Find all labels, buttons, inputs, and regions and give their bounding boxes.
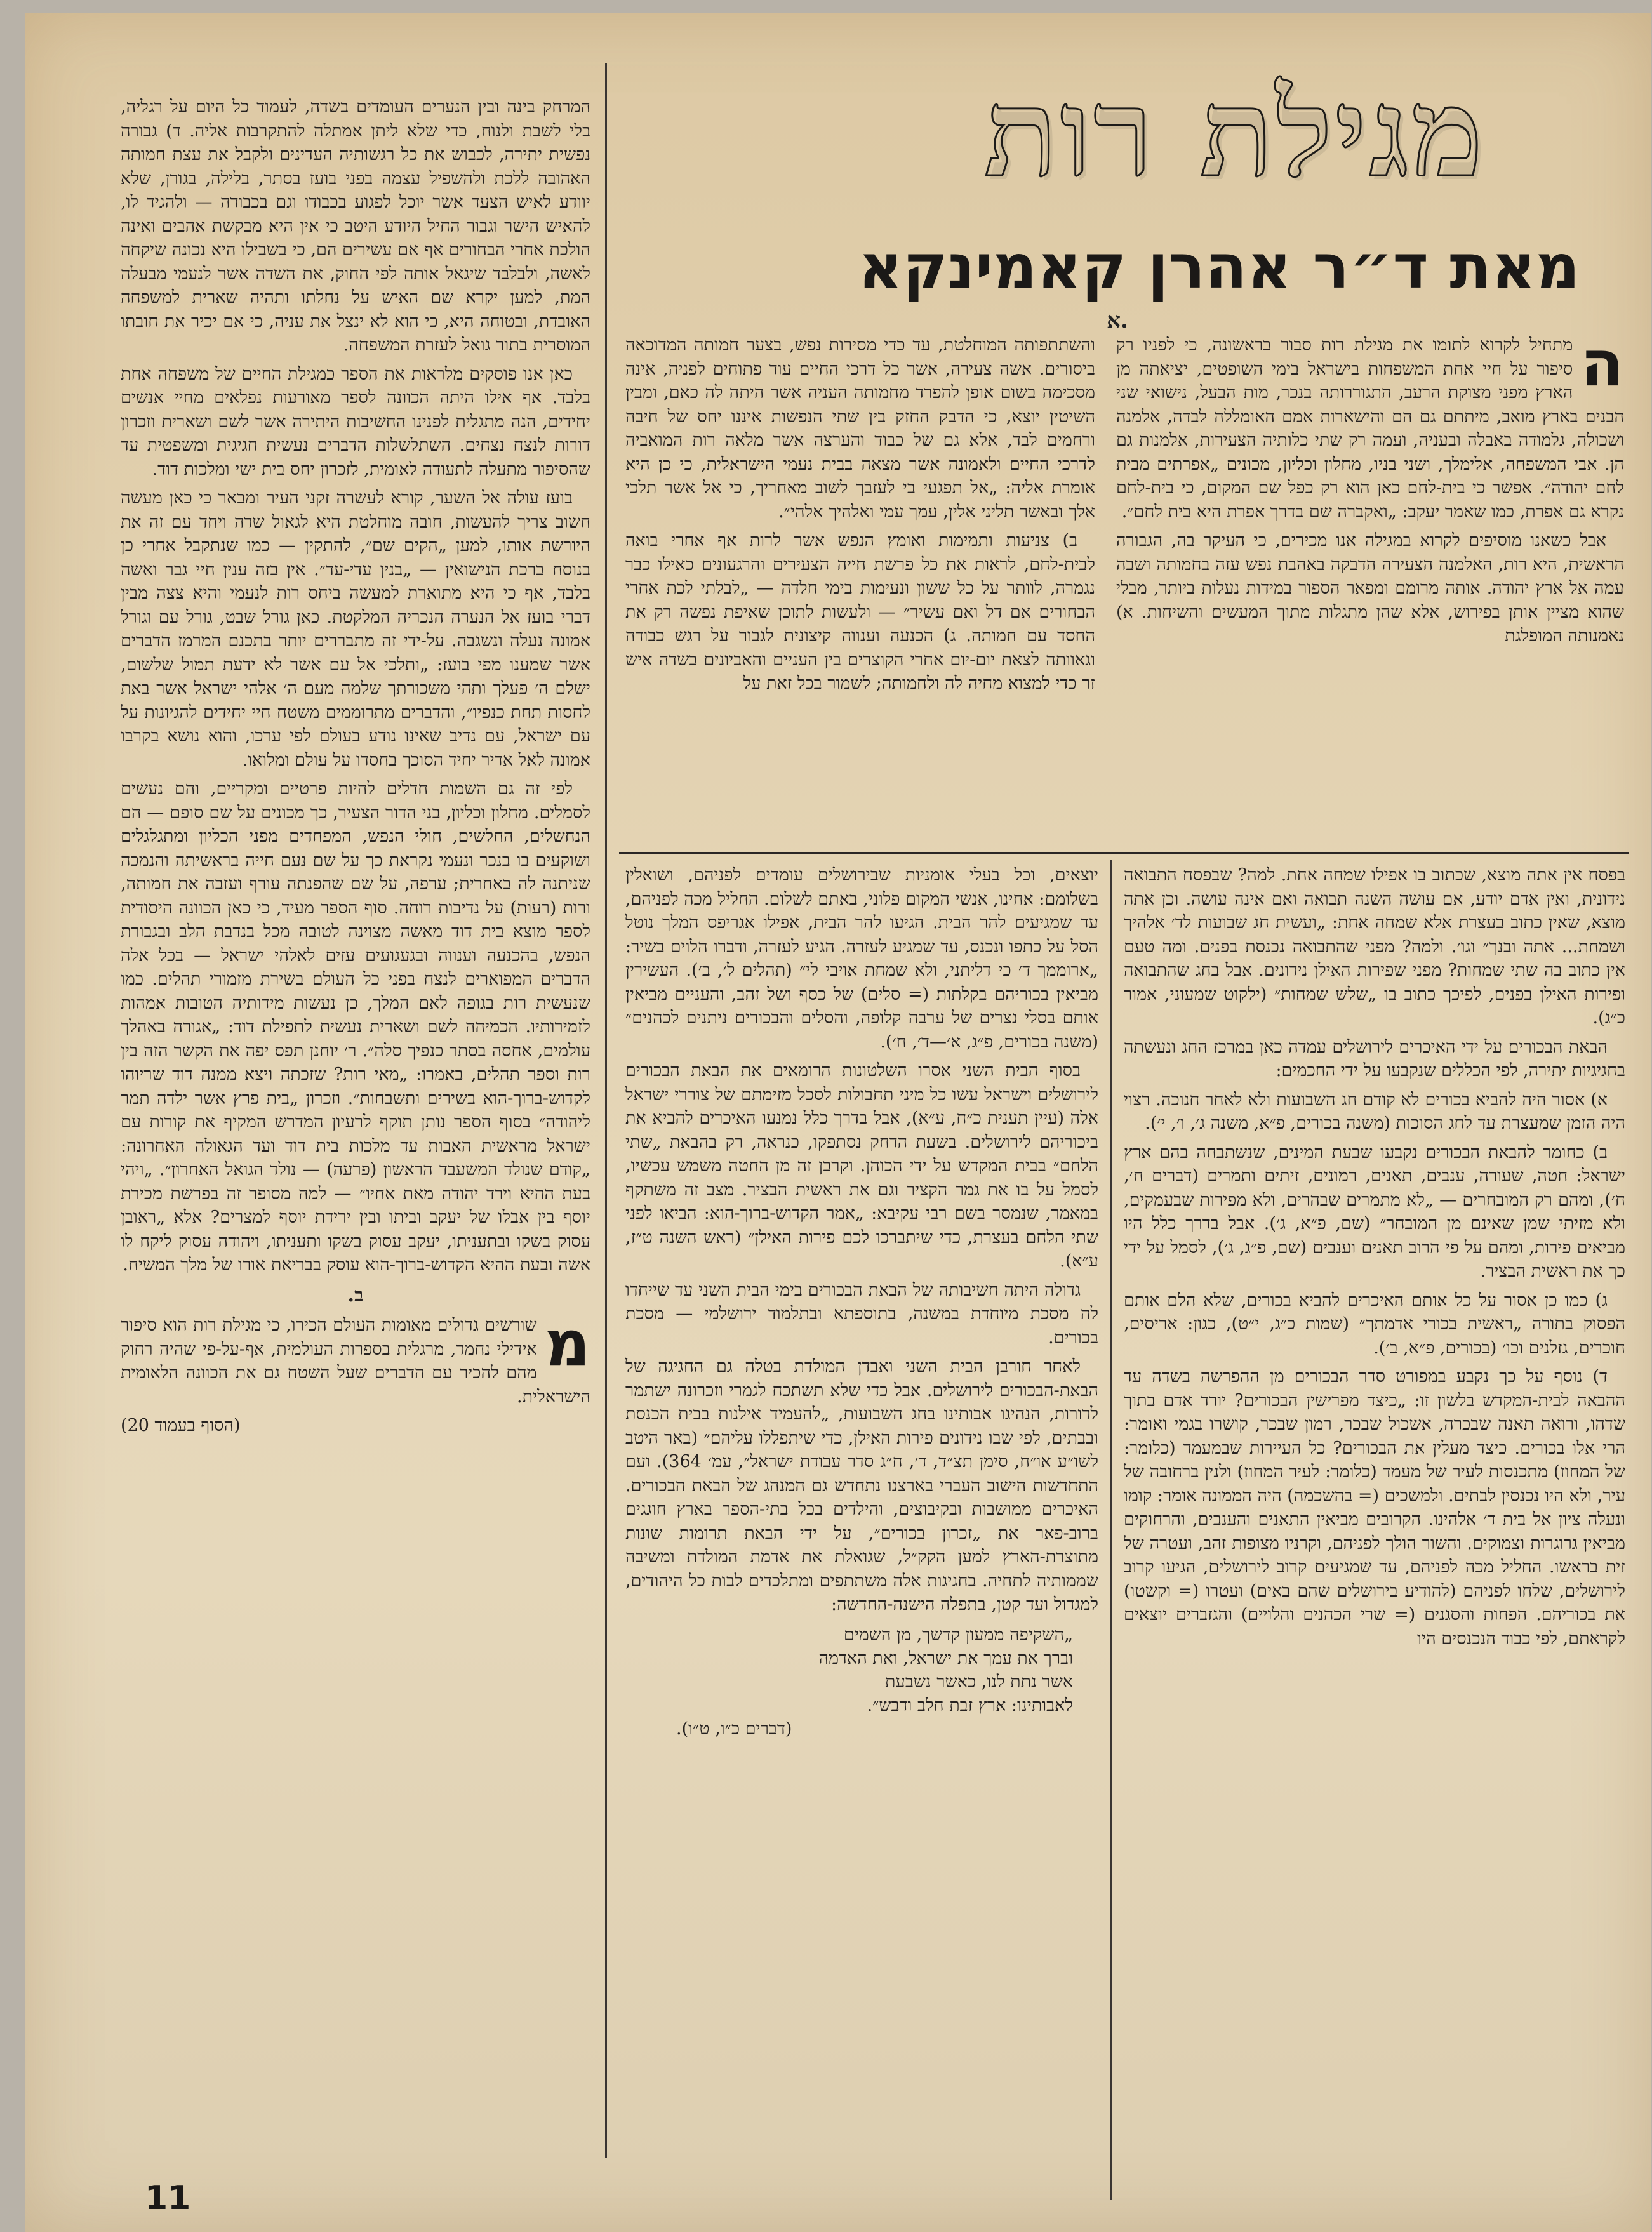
column-top-right (1116, 333, 1624, 841)
paragraph: ד) נוסף על כך נקבע במפורט סדר הבכורים מן ההפרשה בשדה עד ההבאה לבית-המקדש בלשון זו: „כיצד מפרישין הבכורים? יורד אדם בתוך שדהו, ורואה תאנה שבכרה, אשכול שבכר, רמון שבכר, קושרו בגמי ואומר: הרי אלו בכורים. כיצד מעלין את הבכורים? כל העיירות שבמעמד (כלומר: של המחוז) מתכנסות לעיר של מעמד (כלומר: לעיר המחוז) ולנין ברחובה של עיר, ולא היו נכנסין לבתים. ולמשכים (= בהשכמה) היה הממונה אומר: קומו ונעלה ציון אל בית ד׳ אלהינו. הקרובים מביאין התאנים והענבים, והרחוקים מביאין גרוגרות וצמוקים. והשור הולך לפניהם, וקרניו מצופות זהב, ועטרה של זית בראשו. החליל מכה לפניהם, עד שמגיעים קרוב לירושלים, הגיעו קרוב לירושלים, שלחו לפניהם (להודיע בירושלים שהם באים) ועטרו (= וקשטו) את בכוריהם. הפחות והסגנים (= שרי הכהנים והלויים) והגזברים יוצאים לקראתם, לפי כבוד הנכנסים היו (1124, 1367, 1625, 1649)
paragraph: גדולה היתה חשיבותה של הבאת הבכורים בימי הבית השני עד שייחדו לה מסכת מיוחדת במשנה, בתוספתא ובתלמוד ירושלמי — מסכת בכורים. (625, 1280, 1098, 1348)
section-a-marker: א. (1107, 308, 1128, 333)
paragraph: לפי זה גם השמות חדלים להיות פרטיים ומקריים, והם נעשים לסמלים. מחלון וכליון, בני הדור הצעיר, כך מכונים על שם סופם — הם הנחשלים, החלשים, חולי הנפש, המפחדים מפני הכליון ומתגלגלים ושוקעים בו בנכר ונעמי נקראת כך על שם נעם חייה בראשיתה והנמכה שניתנה לה באחרית; ערפה, על שם שהפנתה עורף ועזבה את חמותה, ורות (רעות) על נדיבות רוחה. סוף הספר מעיד, כי כאן הכוונה היסודית לספר מוצא בית דוד מאשה מצוינה לטובה מכל בנדבת הלב ובגבורת הנפש, בהכנעה וענווה ובגעגועים עזים לאלהי ישראל — בכל אלה הדברים המפוארים לנצח בפני כל העולם בשירת מזמורי תהלים. כמו שנעשית רות בגופה לאם המלך, כן נעשות מידותיה הטובות אמהות לזמירותיו. הכמיהה לשם ושארית נעשית לתפילת דוד: „אגורה באהלך עולמים, אחסה בסתר כנפיך סלה״. ר׳ יוחנן תפס יפה את הקשר הזה בין רות וספר תהלים, באמרו: „מאי רות? שזכתה ויצא ממנה דוד שריוהו לקדוש-ברוך-הוא בשירים ותשבחות״. וזכרון „בית פרץ אשר ילדה תמר ליהודה״ בסוף הספר נותן תוקף לרעיון המדרש המקיף את קורות עם ישראל מראשית האבות עד מלכות בית דוד ועד הגאולה האחרונה: „קודם שנולד המשעבד הראשון (פרעה) — נולד הגואל האחרון״. „ויהי בעת ההיא וירד יהודה מאת אחיו״ — למה מסופר זה בפרשת מכירת יוסף בין אבלו של יעקב וביתו ובין ירידת יוסף למצרים? אלא „ראובן עסוק בשקו ובתעניתו, יעקב עסוק בשקו ותעניתו, ויהודה עסוק ליקח לו אשה ובעת ההיא הקדוש-ברוך-הוא עוסק בבריאת אורו של מלך המשיח. (121, 779, 590, 1275)
page-number: 11 (145, 2179, 191, 2217)
paragraph: יוצאים, וכל בעלי אומניות שבירושלים עומדים לפניהם, ושואלין בשלומם: אחינו, אנשי המקום פלוני, באתם לשלום. החליל מכה לפניהם, עד שמגיעים להר הבית. הגיעו להר הבית, אפילו אגריפס המלך נוטל הסל על כתפו ונכנס, עד שמגיע לעזרה. הגיע לעזרה, ודברו הלוים בשיר: „ארוממך ד׳ כי דליתני, ולא שמחת אויבי לי״ (תהלים ל׳, ב׳). העשירין מביאין בכוריהם בקלתות (= סלים) של כסף ושל זהב, והעניים מביאין אותם בסלי נצרים של ערבה קלופה, והסלים והבכורים ניתנים לכהנים״ (משנה בכורים, פ״ג, א׳—ד׳, ח׳). (625, 865, 1098, 1052)
column-divider (605, 63, 607, 2158)
paragraph: לאחר חורבן הבית השני ואבדן המולדת בטלה גם החגיגה של הבאת-הבכורים לירושלים. אבל כדי שלא תשתכח לגמרי וזכרונה ישתמר לדורות, הנהיגו אבותינו בחג השבועות, „להעמיד אילנות בבית הכנסת ובבתים, לפי שבו נידונים פירות האילן, כדי שיתפללו עליהם״ (באר היטב לשו״ע או״ח, סימן תצ״ד, ד׳, ח״ג סדר עבודת ישראל״, עמ׳ 364). ועם התחדשות הישוב העברי בארצנו נתחדש גם המנהג של הבאת הבכורים. האיכרים ממושבות ובקיבוצים, והילדים בכל בתי-הספר בארץ חוגגים ברוב-פאר את „זכרון בכורים״, על ידי הבאת תרומות שונות מתוצרת-הארץ למען הקק״ל, שגואלת את אדמת המולדת ומשיבה שממותיה לתחיה. בחגיגות אלה משתתפים ומתלכדים לבות כל היהודים, למגדול ועד קטן, בתפלה הישנה-החדשה: (625, 1357, 1098, 1614)
magazine-page (25, 13, 1651, 2232)
verse-line: לאבותינו: ארץ זבת חלב ודבש״. (867, 1695, 1073, 1715)
verse-source: (דברים כ״ו, ט״ו). (676, 1718, 792, 1739)
paragraph: המרחק בינה ובין הנערים העומדים בשדה, לעמוד כל היום על רגליה, בלי לשבת ולנוח, כדי שלא ליתן אמתלה להתקרבות אליה. ד) גבורה נפשית יתירה, לכבוש את כל רגשותיה העדינים ולקבל את עצת חמותה האהובה ללכת ולהשפיל עצמה בפני בועז בסתר, בלילה, בגורן, שלא יוודע לאיש הצעד אשר יוכל לפגוע בכבודו וגם בכבודה — ולהגיד לו, להאיש הישר וגבור החיל היודע היטב כי אין היא מבקשת אהבים ואינה הולכת אחרי הבחורים אף אם עשירים הם, כי בשבילו היא נכונה שיקחה לאשה, ולבלבד שיגאל אותה לפי החוק, את השדה אשר לנעמי מבעלה המת, למען יקרא שם האיש על נחלתו ותהיה שארית למשפחה האובדת, ובטוחה היא, כי הוא לא ינצל את עניה, כי אם יכיר את חובתו המוסרית בתור גואל לעזרת המשפחה. (121, 97, 590, 355)
paragraph: ב) כחומר להבאת הבכורים נקבעו שבעת המינים, שנשתבחה בהם ארץ ישראל: חטה, שעורה, ענבים, תאנים, רמונים, זיתים ותמרים (דברים ח׳, ח׳), ומהם רק המובחרים — „לא מתמרים שבהרים, ולא מפירות שבעמקים, ולא מזיתי שמן שאינם מן המובחר״ (שם, פ״א, ג׳). אבל בדרך כלל היו מביאים פירות, ומהם על פי הרוב תאנים וענבים (שם, פ״ג, ג׳), לסמל על ידי כך את ראשית הבציר. (1124, 1142, 1625, 1281)
paragraph: ה מתחיל לקרוא לתומו את מגילת רות סבור בראשונה, כי לפניו רק סיפור על חיי אחת המשפחות בישראל בימי השופטים, יציאתה מן הארץ מפני מצוקת הרעב, התגוררותה בנכר, מות הבעל, נישואי שני הבנים בארץ מואב, מיתתם גם הם והישארות אמם האומללה לבדה, אלמנה ושכולה, גלמודה באבלה ובעניה, ועמה רק שתי כלותיה הצעירות, אלמנות גם הן. אבי המשפחה, אלימלך, ושני בניו, מחלון וכליון, מכונים „אפרתים מבית לחם יהודה״. אפשר כי בית-לחם כאן הוא רק כפל שם המקום, כי בית-לחם נקרא גם אפרת, כמו שאמר יעקב: „ואקברה שם בדרך אפרת היא בית לחם״. (1116, 333, 1624, 522)
drop-cap: ה (1580, 333, 1624, 401)
verse-line: „השקיפה ממעון קדשך, מן השמים (843, 1624, 1073, 1645)
paragraph: ג) כמו כן אסור על כל אותם האיכרים להביא בכורים, שלא הלם אותם הפסוק בתורה „ראשית בכורי אדמתך״ (שמות כ״ג, י״ט), כגון: אריסים, חוכרים, גזלנים וכו׳ (בכורים, פ״א, ב׳). (1124, 1290, 1625, 1358)
continued-note: (הסוף בעמוד 20) (121, 1416, 241, 1435)
verse-quote (638, 1623, 1073, 1741)
article-byline: מאת ד״ר אהרן קאמינקא (858, 231, 1580, 302)
paragraph: בפסח אין אתה מוצא, שכתוב בו אפילו שמחה אחת. למה? שבפסח התבואה נידונית, ואין אדם יודע, אם עושה השנה תבואה ואם אינה עושה. וכן אתה מוצא, שאין כתוב בעצרת אלא שמחה אחת: „ועשית חג שבועות לד׳ אלהיך ושמחת... אתה ובנך״ וגו׳. ולמה? מפני שהתבואה נכנסת בפנים. ומה טעם אין כתוב בה שתי שמחות? מפני שפירות האילן נידונים. אבל בחג שהתבואה ופירות האילן בפנים, לפיכך כתוב בו „שלש שמחות״ (ילקוט שמעוני, אמור כ״ג). (1124, 865, 1625, 1028)
paragraph: בסוף הבית השני אסרו השלטונות הרומאים את הבאת הבכורים לירושלים וישראל עשו כל מיני תחבולות לסכל מזימתם של צוררי ישראל אלה (עיין תענית כ״ח, ע״א), אבל בדרך כלל נמנעו האיכרים להביא את ביכוריהם לירושלים. בשעת הדחק נסתפקו, כנראה, רק בהבאת „שתי הלחם״ בבית המקדש על ידי הכוהן. וקרבן זה מן החטה משמש עכשיו, לסמל על בו את גמר הקציר וגם את ראשית הבציר. מצב זה משתקף במאמר, שנמסר בשם רבי עקיבא: „אמר הקדוש-ברוך-הוא: הביאו לפני שתי הלחם בעצרת, כדי שיתברכו לכם פירות האילן״ (ראש השנה ט״ז, ע״א). (625, 1061, 1098, 1271)
paragraph: כאן אנו פוסקים מלראות את הספר כמגילת החיים של משפחה אחת בלבד. אף אילו היתה הכוונה לספר מאורעות נפלאים מחיי אנשים יחידים, הנה מתגלית לפנינו החשיבות היתירה אשר לשם ושארית וזכרון דורות לנצח נצחים. השתלשלות הדברים נעשית חגיגית ומשפטית עד שהסיפור מתעלה לתעודה לאומית, לזכרון יחס בית ישי ומלכות דוד. (121, 364, 590, 479)
article-title: מגילת רות (984, 62, 1486, 204)
drop-cap: מ (544, 1306, 590, 1381)
paragraph: אבל כשאנו מוסיפים לקרוא במגילה אנו מכירים, כי העיקר בה, הגבורה הראשית, היא רות, האלמנה הצעירה הדבקה באהבת נפש עזה בחמותה ושבה עמה אל ארץ יהודה. אותה מרומם ומפאר הספור במידות נעלות ביותר, מבלי שהוא מציין אותן בפירוש, אלא שהן מתגלות מתוך המעשים והשיחות. א) נאמנותה המופלגת (1116, 531, 1624, 646)
column-divider (1110, 860, 1112, 2200)
paragraph: והשתתפותה המוחלטת, עד כדי מסירות נפש, בצער חמותה המדוכאה ביסורים. אשה צעירה, אשר כל דרכי החיים עוד פתוחים לפניה, אינה מסכימה בשום אופן להפרד מחמותה העניה אשר היתה לה כאם, ומבין השיטין יוצא, כי הדבק החזק בין שתי הנפשות איננו יחס של חיבה ורחמים לבד, אלא גם של כבוד והערצה אשר מלאה רות המואביה לדרכי החיים ולאמונה אשר מצאה בבית נעמי הישראלית, כי כן היא אומרת אליה: „אל תפגעי בי לעזבך לשוב מאחריך, כי אל אשר תלכי אלך ובאשר תליני אלין, עמך עמי ואלהיך אלהי״. (625, 335, 1095, 522)
paragraph: הבאת הבכורים על ידי האיכרים לירושלים עמדה כאן במרכז החג ונעשתה בחגיגיות יתירה, לפי הכללים שנקבעו על ידי החכמים: (1124, 1037, 1625, 1080)
paragraph: בועז עולה אל השער, קורא לעשרה זקני העיר ומבאר כי כאן מעשה חשוב צריך להעשות, חובה מוחלטת היא לגאול שדה ויחד עם זה את היורשת אותו, למען „הקים שם״, להתקין — כמו שנתקבל אחרי כן בנוסח ברכת הנישואין — „בנין עדי-עד״. אין בזה ענין חיי גבר ואשה בלבד, אף כי היא מתוארת למעשה ביחס רות לנעמי והיא צצה מבין דברי בועז אל הנערה הנכריה המלקטת. כאן גורל שבט, גורל עם וגורל אמונה נעלה ונשגבה. על-ידי זה מתבררים יותר בתכנם המרמז הדברים אשר שמענו מפי בועז: „ותלכי אל עם אשר לא ידעת תמול שלשום, ישלם ה׳ פעלך ותהי משכורתך שלמה מעם ה׳ אלהי ישראל אשר באת לחסות תחת כנפיו״, והדברים מתרוממים משטח חיי יחידים להגיונות על עם ישראל, עם נדיב שאינו נודע בעולם לפי ערכו, והוא נושא בקרבו אמונה לאל אדיר יחיד הסוכך בחסדו על עולם ומלואו. (121, 488, 590, 770)
column-left (121, 95, 590, 2190)
column-bottom-right (1124, 863, 1625, 2203)
column-top-middle (625, 333, 1095, 841)
verse-line: וברך את עמך את ישראל, ואת האדמה (818, 1648, 1073, 1668)
paragraph: א) אסור היה להביא בכורים לא קודם חג השבועות ולא לאחר חנוכה. רצוי היה הזמן שמעצרת עד לחג הסוכות (משנה בכורים, פ״א, משנה ג׳, ו׳, י׳). (1124, 1089, 1625, 1133)
paragraph: ב) צניעות ותמימות ואומץ הנפש אשר לרות אף אחרי בואה לבית-לחם, לראות את כל פרשת חייה הצעירים והרגעונים כאילו כבר נגמרה, לוותר על כל ששון ונעימות בימי חלדה — „לבלתי לכת אחרי הבחורים אם דל ואם עשיר״ — ולעשות לתוכן שאיפת נפשה רק את החסד עם חמותה. ג) הכנעה וענווה קיצונית לגבור על רגש כבודה וגאוותה לצאת יום-יום אחרי הקוצרים בין העניים והאביונים בשדה איש זר כדי למצוא מחיה לה ולחמותה; לשמור בכל זאת על (625, 531, 1095, 693)
paragraph: מ שורשים גדולים מאומות העולם הכירו, כי מגילת רות הוא סיפור אידילי נחמד, מרגלית בספרות העולמית, אף-על-פי שהיה רחוק מהם להכיר עם הדברים שעל השטח גם את הכוונה הלאומית הישראלית. (121, 1306, 590, 1407)
column-bottom-middle (625, 863, 1098, 2203)
section-b-marker: ב. (347, 1284, 364, 1306)
section-divider (619, 852, 1629, 854)
verse-line: אשר נתת לנו, כאשר נשבעת (885, 1671, 1073, 1692)
